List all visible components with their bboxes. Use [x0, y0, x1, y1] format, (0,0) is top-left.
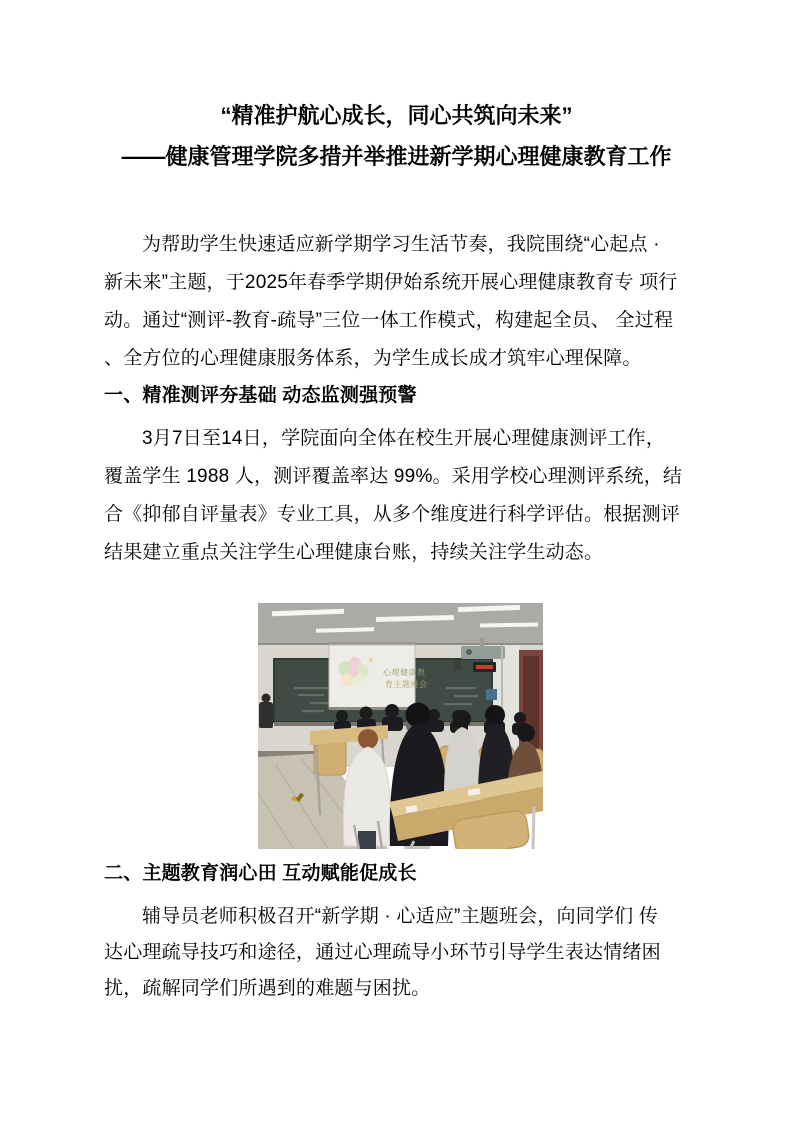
- text-line: 合《抑郁自评量表》专业工具，从多个维度进行科学评估。根据测评: [104, 504, 681, 525]
- text-line: 达心理疏导技巧和途径，通过心理疏导小环节引导学生表达情绪困: [104, 942, 661, 963]
- classroom-photo: [258, 603, 543, 849]
- speaker: [454, 660, 461, 670]
- text-line: 3月7日至14日，学院面向全体在校生开展心理健康测评工作，: [142, 428, 666, 449]
- classroom-photo-illustration: [258, 603, 543, 849]
- text-line: 新未来”主题，于2025年春季学期伊始系统开展心理健康教育专 项行: [104, 272, 678, 293]
- section2-heading: 二、主题教育润心田 互动赋能促成长: [104, 863, 417, 884]
- document-title-line1: “精准护航心成长，同心共筑向未来”: [220, 103, 573, 128]
- text-line: 辅导员老师积极召开“新学期 · 心适应”主题班会，向同学们 传: [142, 906, 659, 927]
- text-line: 结果建立重点关注学生心理健康台账，持续关注学生动态。: [104, 542, 604, 563]
- led-sign: [473, 662, 496, 672]
- screen-text-line2: 育主题班会: [385, 680, 428, 689]
- text-line: 覆盖学生 1988 人，测评覆盖率达 99%。采用学校心理测评系统，结: [104, 466, 683, 487]
- text-line: 为帮助学生快速适应新学期学习生活节奏，我院围绕“心起点 ·: [142, 234, 660, 255]
- section2-paragraph: [104, 899, 690, 1007]
- screen-text-line1: 心理健康教: [383, 668, 426, 677]
- wall-box: [486, 689, 497, 700]
- projection-screen: [329, 642, 428, 710]
- section1-heading: 一、精准测评夯基础 动态监测强预警: [104, 385, 417, 406]
- section1-paragraph: [104, 420, 690, 572]
- document-title-line2: ——健康管理学院多措并举推进新学期心理健康教育工作: [121, 144, 672, 169]
- text-line: 扰，疏解同学们所遇到的难题与困扰。: [104, 978, 431, 999]
- intro-paragraph: [104, 226, 690, 378]
- text-line: 、全方位的心理健康服务体系，为学生成长成才筑牢心理保障。: [104, 348, 642, 369]
- text-line: 动。通过“测评-教育-疏导”三位一体工作模式，构建起全员、 全过程: [104, 310, 674, 331]
